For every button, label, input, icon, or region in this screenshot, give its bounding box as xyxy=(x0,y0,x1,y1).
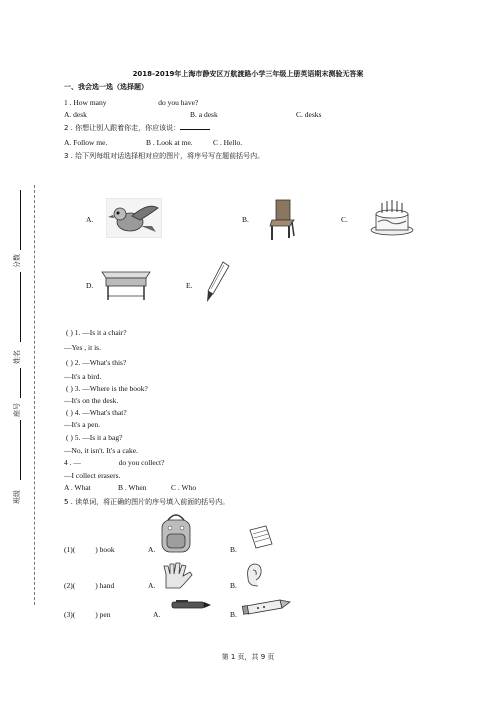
q4-stem xyxy=(64,458,164,467)
q5-item-1 xyxy=(64,545,115,554)
q5-item-1-word: ) book xyxy=(95,545,115,554)
q1-stem-text: 1 . How many xyxy=(64,98,107,107)
side-blank-line xyxy=(20,420,21,480)
q3-dialog-1-reply: —Yes , it is. xyxy=(64,343,101,352)
bird-image xyxy=(106,198,162,238)
q3-dialog-1: ( ) 1. —Is it a chair? xyxy=(66,328,127,337)
q3-dialog-5: ( ) 5. —Is it a bag? xyxy=(66,433,123,442)
section-heading: 一、我会选一选（选择题） xyxy=(64,83,148,91)
q5-item-2-a: A. xyxy=(148,581,156,590)
q3-dialog-4-reply: —It's a pen. xyxy=(64,420,101,429)
q1-option-b: B. a desk xyxy=(190,110,218,119)
side-label-score: 分数 xyxy=(13,254,21,268)
q2-stem-text: 2 . 你想让别人跟着你走，你应该说： xyxy=(64,124,181,132)
q5-item-2-num: (2)( xyxy=(64,581,76,590)
q2-option-c: C . Hello. xyxy=(213,138,243,147)
q5-item-3-b: B. xyxy=(230,610,237,619)
answer-blank[interactable] xyxy=(180,122,210,130)
q2-stem xyxy=(64,122,210,133)
q4-stem-after: do you collect? xyxy=(118,458,165,467)
q3-dialog-3: ( ) 3. —Where is the book? xyxy=(66,384,148,393)
q3-dialog-3-reply: —It's on the desk. xyxy=(64,396,119,405)
pen-image xyxy=(170,598,212,612)
binding-dashed-line xyxy=(34,185,35,605)
q3-pic-label-a: A. xyxy=(86,215,94,224)
notebook-image xyxy=(248,524,274,550)
q5-item-2-b: B. xyxy=(230,581,237,590)
page-title: 2018-2019年上海市静安区万航渡路小学三年级上册英语期末测验无答案 xyxy=(132,70,364,78)
q5-item-1-a: A. xyxy=(148,545,156,554)
q5-item-3-word: ) pen xyxy=(95,610,111,619)
q5-item-3 xyxy=(64,610,110,619)
hand-image xyxy=(160,560,194,590)
chair-image xyxy=(268,198,298,242)
pencil-image xyxy=(242,596,292,622)
q4-line2: —I collect erasers. xyxy=(64,471,121,480)
q3-dialog-4: ( ) 4. —What's that? xyxy=(66,408,127,417)
page-footer: 第 1 页，共 9 页 xyxy=(221,653,275,661)
side-blank-line xyxy=(20,368,21,398)
desk-image xyxy=(100,266,152,302)
q3-dialog-2-reply: —It's a bird. xyxy=(64,372,102,381)
q2-option-b: B . Look at me. xyxy=(146,138,193,147)
q3-dialog-5-reply: —No, it isn't. It's a cake. xyxy=(64,446,138,455)
q5-item-1-b: B. xyxy=(230,545,237,554)
q4-option-c: C . Who xyxy=(171,483,197,492)
side-blank-line xyxy=(20,190,21,250)
q2-option-a: A. Follow me. xyxy=(64,138,108,147)
ear-image xyxy=(244,562,264,588)
side-label-class: 班级 xyxy=(13,490,21,504)
q1-stem xyxy=(64,98,198,107)
q4-stem-text: 4 . — xyxy=(64,458,81,467)
q1-option-c: C. desks xyxy=(296,110,322,119)
q3-dialog-2: ( ) 2. —What's this? xyxy=(66,358,127,367)
q5-item-3-num: (3)( xyxy=(64,610,76,619)
side-label-name: 姓名 xyxy=(13,350,21,364)
q5-item-1-num: (1)( xyxy=(64,545,76,554)
schoolbag-image xyxy=(158,510,194,554)
cake-image xyxy=(370,198,414,236)
q3-stem: 3 . 给下列每组对话选择相对应的图片，将序号写在题前括号内。 xyxy=(64,152,265,160)
side-blank-line xyxy=(20,272,21,342)
q5-item-3-a: A. xyxy=(153,610,161,619)
pen-image xyxy=(203,260,231,304)
side-label-id: 座号 xyxy=(13,403,21,417)
q5-item-2 xyxy=(64,581,114,590)
q5-stem: 5 . 读单词，将正确的图片的序号填入前面的括号内。 xyxy=(64,498,230,506)
q3-pic-label-e: E. xyxy=(186,281,193,290)
q4-option-b: B . When xyxy=(118,483,147,492)
q1-option-a: A. desk xyxy=(64,110,87,119)
q3-pic-label-b: B. xyxy=(242,215,249,224)
q1-stem-after: do you have? xyxy=(158,98,199,107)
q3-pic-label-d: D. xyxy=(86,281,94,290)
q5-item-2-word: ) hand xyxy=(95,581,115,590)
q3-pic-label-c: C. xyxy=(341,215,348,224)
q4-option-a: A . What xyxy=(64,483,91,492)
